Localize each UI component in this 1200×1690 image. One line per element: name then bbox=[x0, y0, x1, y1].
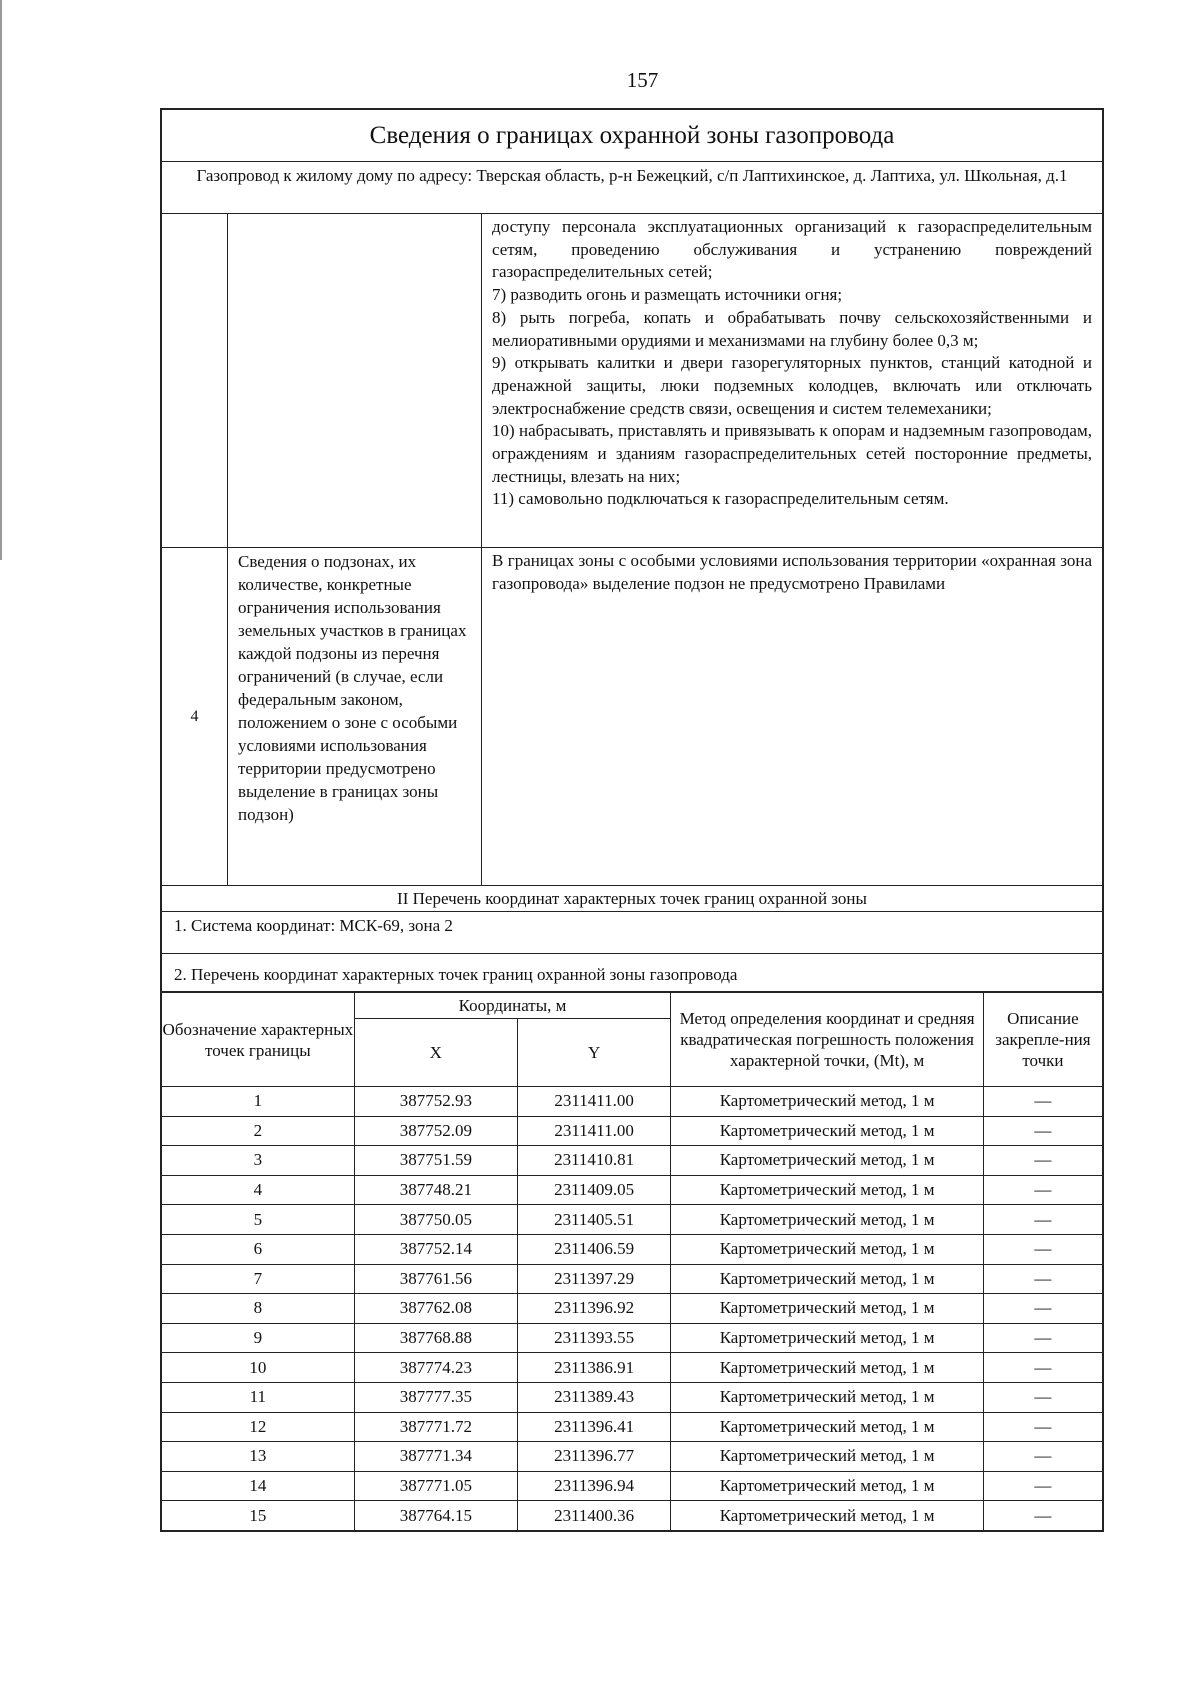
x-value: 387752.93 bbox=[354, 1087, 517, 1117]
y-value: 2311396.77 bbox=[517, 1442, 670, 1472]
x-value: 387764.15 bbox=[354, 1501, 517, 1531]
document-table bbox=[160, 108, 1104, 1532]
x-value: 387752.14 bbox=[354, 1234, 517, 1264]
point-label: 14 bbox=[162, 1471, 354, 1501]
description-value: — bbox=[983, 1412, 1102, 1442]
method-value: Картометрический метод, 1 м bbox=[671, 1471, 984, 1501]
y-value: 2311393.55 bbox=[517, 1323, 670, 1353]
method-value: Картометрический метод, 1 м bbox=[671, 1412, 984, 1442]
point-label: 1 bbox=[162, 1087, 354, 1117]
x-value: 387750.05 bbox=[354, 1205, 517, 1235]
point-label: 9 bbox=[162, 1323, 354, 1353]
y-value: 2311405.51 bbox=[517, 1205, 670, 1235]
table-row bbox=[162, 1294, 1102, 1324]
table-row bbox=[162, 1116, 1102, 1146]
x-value: 387751.59 bbox=[354, 1146, 517, 1176]
section-heading: II Перечень координат характерных точек границ охранной зоны bbox=[162, 886, 1102, 912]
x-value: 387761.56 bbox=[354, 1264, 517, 1294]
description-value: — bbox=[983, 1353, 1102, 1383]
y-value: 2311411.00 bbox=[517, 1116, 670, 1146]
method-value: Картометрический метод, 1 м bbox=[671, 1116, 984, 1146]
x-value: 387777.35 bbox=[354, 1382, 517, 1412]
y-value: 2311411.00 bbox=[517, 1087, 670, 1117]
header-description: Описание закрепле-ния точки bbox=[983, 993, 1102, 1087]
subzones-value: В границах зоны с особыми условиями использования территории «охранная зона газопровода» выделение подзон не предусмотрено Правилами bbox=[492, 551, 1092, 593]
subzones-row bbox=[162, 548, 1102, 886]
description-value: — bbox=[983, 1116, 1102, 1146]
point-label: 8 bbox=[162, 1294, 354, 1324]
y-value: 2311389.43 bbox=[517, 1382, 670, 1412]
continuation-text-cell bbox=[482, 214, 1102, 547]
y-value: 2311409.05 bbox=[517, 1175, 670, 1205]
method-value: Картометрический метод, 1 м bbox=[671, 1175, 984, 1205]
table-row bbox=[162, 1323, 1102, 1353]
y-value: 2311400.36 bbox=[517, 1501, 670, 1531]
restriction-paragraph: 8) рыть погреба, копать и обрабатывать почву сельскохозяйственными и мелиоративными орудиями и механизмами на глубину более 0,3 м; bbox=[492, 307, 1092, 350]
y-value: 2311396.94 bbox=[517, 1471, 670, 1501]
y-value: 2311396.41 bbox=[517, 1412, 670, 1442]
description-value: — bbox=[983, 1471, 1102, 1501]
point-label: 4 bbox=[162, 1175, 354, 1205]
table-row bbox=[162, 1442, 1102, 1472]
x-value: 387774.23 bbox=[354, 1353, 517, 1383]
table-row bbox=[162, 1264, 1102, 1294]
description-value: — bbox=[983, 1205, 1102, 1235]
method-value: Картометрический метод, 1 м bbox=[671, 1353, 984, 1383]
restriction-paragraph: 10) набрасывать, приставлять и привязывать к опорам и надземным газопроводам, ограждениям и зданиям газораспределительных сетей посторонние предметы, лестницы, влезать на них; bbox=[492, 421, 1092, 486]
x-value: 387748.21 bbox=[354, 1175, 517, 1205]
table-row bbox=[162, 1205, 1102, 1235]
point-label: 15 bbox=[162, 1501, 354, 1531]
x-value: 387771.34 bbox=[354, 1442, 517, 1472]
restriction-paragraph: 7) разводить огонь и размещать источники огня; bbox=[492, 285, 843, 305]
subzones-label: Сведения о подзонах, их количестве, конкретные ограничения использования земельных участков в границах каждой подзоны из перечня ограничений (в случае, если федеральным законом, положением о зоне с особыми условиями использования территории предусмотрено выделение в границах зоны подзон) bbox=[228, 548, 482, 885]
description-value: — bbox=[983, 1323, 1102, 1353]
point-label: 11 bbox=[162, 1382, 354, 1412]
table-row bbox=[162, 1382, 1102, 1412]
table-row bbox=[162, 1501, 1102, 1531]
coordinates-table bbox=[162, 992, 1102, 1530]
continuation-label-cell bbox=[228, 214, 482, 547]
method-value: Картометрический метод, 1 м bbox=[671, 1087, 984, 1117]
y-value: 2311410.81 bbox=[517, 1146, 670, 1176]
y-value: 2311396.92 bbox=[517, 1294, 670, 1324]
x-value: 387762.08 bbox=[354, 1294, 517, 1324]
page-number: 157 bbox=[626, 68, 659, 92]
point-label: 7 bbox=[162, 1264, 354, 1294]
header-point: Обозначение характерных точек границы bbox=[162, 993, 354, 1087]
table-row bbox=[162, 1471, 1102, 1501]
y-value: 2311406.59 bbox=[517, 1234, 670, 1264]
description-value: — bbox=[983, 1146, 1102, 1176]
method-value: Картометрический метод, 1 м bbox=[671, 1501, 984, 1531]
description-value: — bbox=[983, 1175, 1102, 1205]
method-value: Картометрический метод, 1 м bbox=[671, 1234, 984, 1264]
method-value: Картометрический метод, 1 м bbox=[671, 1205, 984, 1235]
restriction-paragraph: доступу персонала эксплуатационных организаций к газораспределительным сетям, проведению обслуживания и устранению повреждений газораспределительных сетей; bbox=[492, 217, 1092, 282]
description-value: — bbox=[983, 1294, 1102, 1324]
description-value: — bbox=[983, 1382, 1102, 1412]
restriction-paragraph: 9) открывать калитки и двери газорегуляторных пунктов, станций катодной и дренажной защиты, люки подземных колодцев, включать или отключать электроснабжение средств связи, освещения и систем телемеханики; bbox=[492, 353, 1092, 418]
continuation-row bbox=[162, 214, 1102, 548]
point-label: 6 bbox=[162, 1234, 354, 1264]
description-value: — bbox=[983, 1501, 1102, 1531]
x-value: 387768.88 bbox=[354, 1323, 517, 1353]
header-method: Метод определения координат и средняя квадратическая погрешность положения характерной точки, (Mt), м bbox=[671, 993, 984, 1087]
point-label: 12 bbox=[162, 1412, 354, 1442]
restriction-paragraph: 11) самовольно подключаться к газораспределительным сетям. bbox=[492, 489, 949, 509]
table-row bbox=[162, 1146, 1102, 1176]
header-coordinates: Координаты, м bbox=[354, 993, 671, 1019]
description-value: — bbox=[983, 1264, 1102, 1294]
table-row bbox=[162, 1412, 1102, 1442]
method-value: Картометрический метод, 1 м bbox=[671, 1146, 984, 1176]
x-value: 387752.09 bbox=[354, 1116, 517, 1146]
description-value: — bbox=[983, 1087, 1102, 1117]
method-value: Картометрический метод, 1 м bbox=[671, 1442, 984, 1472]
table-row bbox=[162, 1087, 1102, 1117]
method-value: Картометрический метод, 1 м bbox=[671, 1294, 984, 1324]
y-value: 2311386.91 bbox=[517, 1353, 670, 1383]
coordinates-list-heading: 2. Перечень координат характерных точек границ охранной зоны газопровода bbox=[162, 954, 1102, 992]
point-label: 5 bbox=[162, 1205, 354, 1235]
y-value: 2311397.29 bbox=[517, 1264, 670, 1294]
table-row bbox=[162, 1175, 1102, 1205]
object-description: Газопровод к жилому дому по адресу: Тверская область, р-н Бежецкий, с/п Лаптихинское, д. Лаптиха, ул. Школьная, д.1 bbox=[162, 162, 1102, 214]
continuation-number-cell bbox=[162, 214, 228, 547]
x-value: 387771.05 bbox=[354, 1471, 517, 1501]
point-label: 10 bbox=[162, 1353, 354, 1383]
method-value: Картометрический метод, 1 м bbox=[671, 1323, 984, 1353]
table-row bbox=[162, 1353, 1102, 1383]
header-y: Y bbox=[517, 1019, 670, 1087]
coordinate-system: 1. Система координат: МСК-69, зона 2 bbox=[162, 912, 1102, 954]
header-x: X bbox=[354, 1019, 517, 1087]
point-label: 13 bbox=[162, 1442, 354, 1472]
description-value: — bbox=[983, 1442, 1102, 1472]
x-value: 387771.72 bbox=[354, 1412, 517, 1442]
method-value: Картометрический метод, 1 м bbox=[671, 1382, 984, 1412]
description-value: — bbox=[983, 1234, 1102, 1264]
row-number: 4 bbox=[162, 548, 228, 885]
point-label: 2 bbox=[162, 1116, 354, 1146]
document-title: Сведения о границах охранной зоны газопровода bbox=[162, 110, 1102, 162]
point-label: 3 bbox=[162, 1146, 354, 1176]
method-value: Картометрический метод, 1 м bbox=[671, 1264, 984, 1294]
table-row bbox=[162, 1234, 1102, 1264]
